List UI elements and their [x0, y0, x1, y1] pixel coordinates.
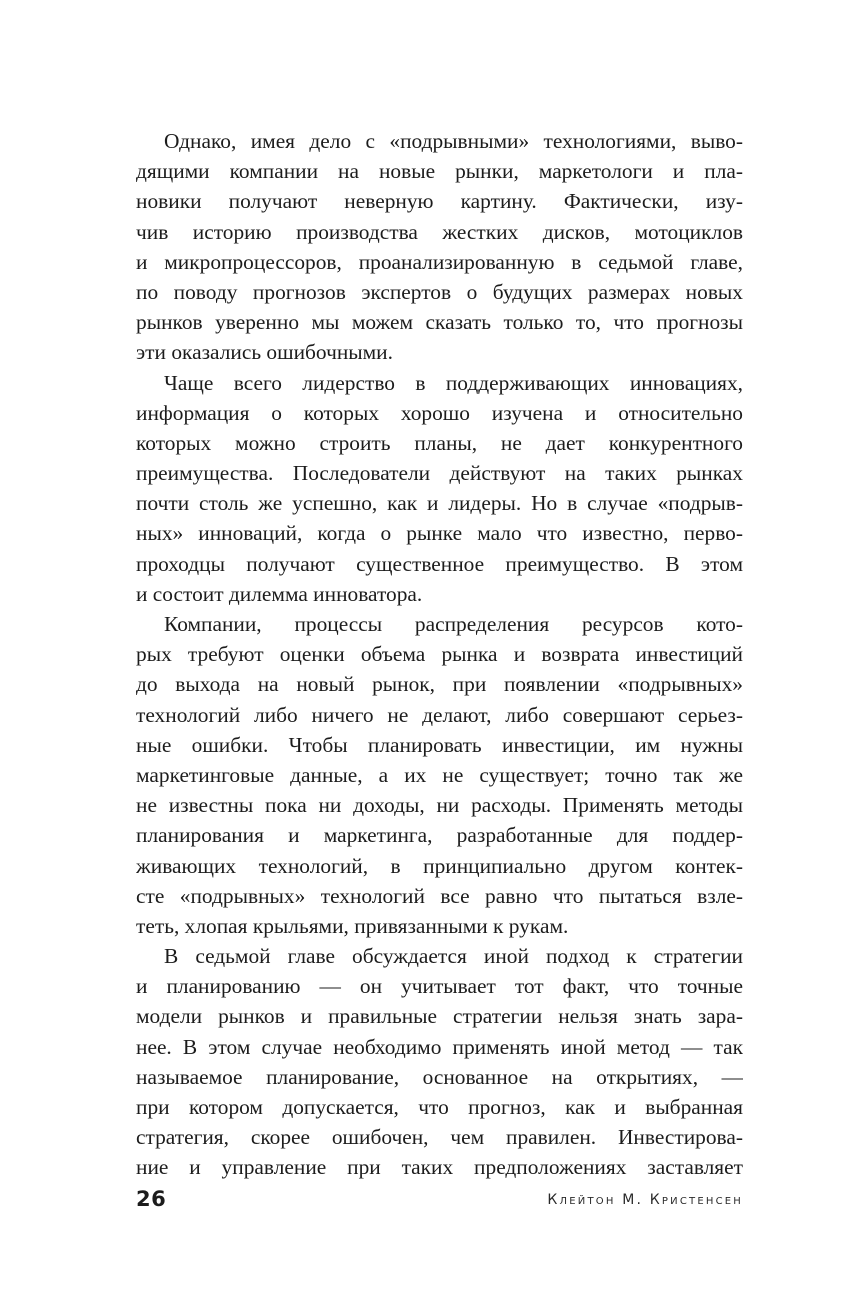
- text-line: называемое планирование, основанное на открытиях, —: [136, 1064, 743, 1089]
- text-line: маркетинговые данные, а их не существует; точно так же: [136, 762, 743, 787]
- text-line: чив историю производства жестких дисков, мотоциклов: [136, 219, 743, 244]
- text-line: теть, хлопая крыльями, привязанными к рукам.: [136, 913, 569, 938]
- text-line: информация о которых хорошо изучена и относительно: [136, 400, 743, 425]
- text-line: рынков уверенно мы можем сказать только то, что прогнозы: [136, 310, 743, 335]
- text-line: стратегия, скорее ошибочен, чем правилен. Инвестирова-: [136, 1125, 743, 1150]
- text-line: по поводу прогнозов экспертов о будущих размерах новых: [136, 279, 743, 304]
- text-line: почти столь же успешно, как и лидеры. Но в случае «подрыв-: [136, 491, 743, 516]
- text-line: ных» инноваций, когда о рынке мало что известно, перво-: [136, 521, 743, 546]
- paragraph: [136, 126, 743, 368]
- text-line: сте «подрывных» технологий все равно что пытаться взле-: [136, 883, 743, 908]
- text-line: Чаще всего лидерство в поддерживающих инновациях,: [164, 370, 743, 395]
- text-line: эти оказались ошибочными.: [136, 340, 393, 365]
- text-line: и состоит дилемма инноватора.: [136, 581, 423, 606]
- text-line: которых можно строить планы, не дает конкурентного: [136, 430, 743, 455]
- text-line: ные ошибки. Чтобы планировать инвестиции, им нужны: [136, 732, 743, 757]
- text-line: технологий либо ничего не делают, либо совершают серьез-: [136, 702, 743, 727]
- text-line: В седьмой главе обсуждается иной подход к стратегии: [164, 944, 743, 969]
- paragraph: [136, 368, 743, 610]
- text-line: ние и управление при таких предположениях заставляет: [136, 1155, 743, 1180]
- paragraph: [136, 609, 743, 941]
- text-line: преимущества. Последователи действуют на таких рынках: [136, 461, 743, 486]
- text-line: и микропроцессоров, проанализированную в седьмой главе,: [136, 249, 743, 274]
- text-line: не известны пока ни доходы, ни расходы. Применять методы: [136, 793, 743, 818]
- page-footer: [136, 1187, 743, 1217]
- text-line: Однако, имея дело с «подрывными» технологиями, выво-: [164, 129, 743, 153]
- text-line: до выхода на новый рынок, при появлении «подрывных»: [136, 672, 743, 697]
- running-head-author: Клейтон М. Кристенсен: [547, 1192, 743, 1208]
- text-line: проходцы получают существенное преимущество. В этом: [136, 551, 743, 576]
- text-line: модели рынков и правильные стратегии нельзя знать зара-: [136, 1004, 743, 1029]
- text-line: нее. В этом случае необходимо применять иной метод — так: [136, 1034, 743, 1059]
- body-text: [136, 126, 743, 1183]
- text-line: при котором допускается, что прогноз, как и выбранная: [136, 1095, 743, 1119]
- text-line: новики получают неверную картину. Фактически, изу-: [136, 189, 743, 214]
- text-line: дящими компании на новые рынки, маркетологи и пла-: [136, 159, 743, 184]
- text-line: живающих технологий, в принципиально другом контек-: [136, 853, 743, 878]
- text-line: рых требуют оценки объема рынка и возврата инвестиций: [136, 642, 743, 667]
- text-line: Компании, процессы распределения ресурсов кото-: [164, 612, 743, 636]
- page-number: 26: [136, 1187, 167, 1211]
- text-line: и планированию — он учитывает тот факт, что точные: [136, 974, 743, 999]
- text-line: планирования и маркетинга, разработанные для поддер-: [136, 823, 743, 848]
- paragraph: [136, 941, 743, 1183]
